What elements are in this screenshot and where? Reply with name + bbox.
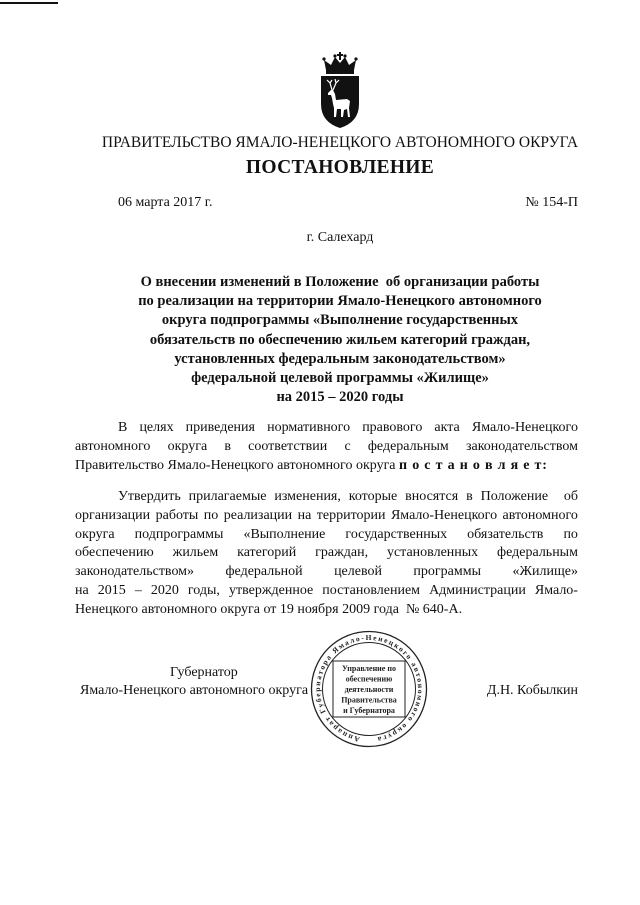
word: законодательством»: [75, 564, 195, 580]
title-line: установленных федеральным законодательством»: [174, 350, 506, 367]
document-type: ПОСТАНОВЛЕНИЕ: [245, 157, 435, 178]
word: Ямало-: [534, 582, 578, 598]
word: обязательств: [467, 526, 544, 542]
title-line: обязательств по обеспечению жильем категорий граждан,: [149, 331, 531, 348]
paragraph-line: [75, 456, 578, 475]
word: обеспечению: [75, 545, 154, 561]
scan-edge-line: [0, 2, 58, 4]
word: государственных: [345, 526, 448, 542]
word: постановлением: [322, 582, 421, 598]
paragraph-line: [75, 437, 578, 456]
title-line: федеральной целевой программы «Жилище»: [191, 369, 489, 386]
word: федеральной: [225, 564, 303, 580]
word: организации: [75, 507, 151, 523]
paragraph-line: [75, 507, 578, 526]
word: приведения: [185, 420, 255, 435]
word: автономного: [75, 439, 151, 454]
word: жильем: [172, 545, 219, 561]
stamp-inner-line: и Губернатора: [343, 706, 395, 715]
word: 2020: [150, 582, 179, 598]
word: Администрации: [429, 582, 526, 598]
word: целевой: [334, 564, 382, 580]
word: изменения,: [274, 489, 341, 504]
word: 2015: [97, 582, 126, 598]
word: округа: [167, 439, 208, 454]
word: программы: [413, 564, 481, 580]
word: с: [344, 439, 351, 454]
word: территории: [316, 507, 386, 523]
word: –: [134, 582, 142, 598]
word: правового: [362, 420, 423, 435]
paragraph-line: [75, 526, 578, 545]
signatory-region: Ямало-Ненецкого автономного округа: [80, 683, 309, 698]
paragraph-line-text: Правительство Ямало-Ненецкого автономного округа: [75, 458, 400, 473]
document-title: [40, 273, 640, 407]
word: нормативного: [267, 420, 351, 435]
word: по: [203, 507, 219, 523]
title-line: округа подпрограммы «Выполнение государственных: [161, 312, 519, 329]
decision-paragraph: [75, 488, 578, 620]
word: подпрограммы: [134, 526, 224, 542]
word: утвержденное: [228, 582, 314, 598]
document-date: 06 марта 2017 г.: [118, 195, 213, 210]
word: федеральным: [497, 545, 578, 561]
official-stamp: [308, 628, 430, 750]
word: в: [224, 439, 231, 454]
word: которые: [348, 489, 398, 504]
word: граждан,: [315, 545, 369, 561]
paragraph-line: [75, 563, 578, 582]
crown: [322, 52, 357, 74]
word: Ямало-Ненецкого: [471, 420, 578, 435]
stamp-inner-line: обеспечению: [345, 674, 393, 684]
word: акта: [434, 420, 460, 435]
document-number: № 154-П: [525, 195, 578, 210]
paragraph-line: Ненецкого автономного округа от 19 ноября 2009 года № 640-А.: [75, 601, 463, 617]
word: реализации: [223, 507, 293, 523]
word: федеральным: [367, 439, 449, 454]
document-city: г. Салехард: [306, 230, 374, 245]
stamp-inner-line: деятельности: [344, 685, 394, 694]
word: на: [297, 507, 312, 523]
word: Ямало-Ненецкого: [390, 507, 498, 523]
word: автономного: [502, 507, 578, 523]
word: Утвердить: [118, 489, 181, 504]
word: Положение: [480, 489, 549, 504]
signatory-position: Губернатор: [170, 665, 238, 680]
coat-of-arms-icon: [317, 52, 363, 128]
word: годы,: [187, 582, 220, 598]
stamp-ring-text-path: Аппарат Губернатора Ямало-Ненецкого автономного округа: [312, 632, 426, 745]
word: об: [563, 489, 578, 504]
word: В: [118, 420, 128, 435]
word: «Выполнение: [243, 526, 326, 542]
organization-name: ПРАВИТЕЛЬСТВО ЯМАЛО-НЕНЕЦКОГО АВТОНОМНОГО ОКРУГА: [101, 134, 579, 151]
word: законодательством: [465, 439, 578, 454]
title-line: О внесении изменений в Положение об организации работы: [140, 274, 540, 290]
word: работы: [155, 507, 199, 523]
word: соответствии: [248, 439, 328, 454]
paragraph-line: [75, 544, 578, 563]
stamp-inner-line: Управление по: [342, 664, 396, 673]
word: округа: [75, 526, 115, 542]
word: прилагаемые: [188, 489, 267, 504]
resolves-word: п о с т а н о в л я е т:: [399, 458, 548, 473]
paragraph-line: [75, 488, 578, 507]
paragraph-line: [75, 582, 578, 601]
word: в: [466, 489, 473, 504]
stamp-inner-line: Правительства: [341, 695, 397, 705]
word: категорий: [237, 545, 297, 561]
paragraph-line: [75, 418, 578, 437]
signatory-name: Д.Н. Кобылкин: [486, 683, 578, 698]
title-line: на 2015 – 2020 годы: [276, 389, 404, 406]
word: по: [563, 526, 578, 542]
word: целях: [139, 420, 174, 435]
word: установленных: [386, 545, 479, 561]
title-line: по реализации на территории Ямало-Ненецкого автономного: [138, 293, 542, 310]
word: на: [75, 582, 89, 598]
preamble-paragraph: [75, 418, 578, 475]
word: «Жилище»: [512, 564, 578, 580]
word: вносятся: [405, 489, 459, 504]
